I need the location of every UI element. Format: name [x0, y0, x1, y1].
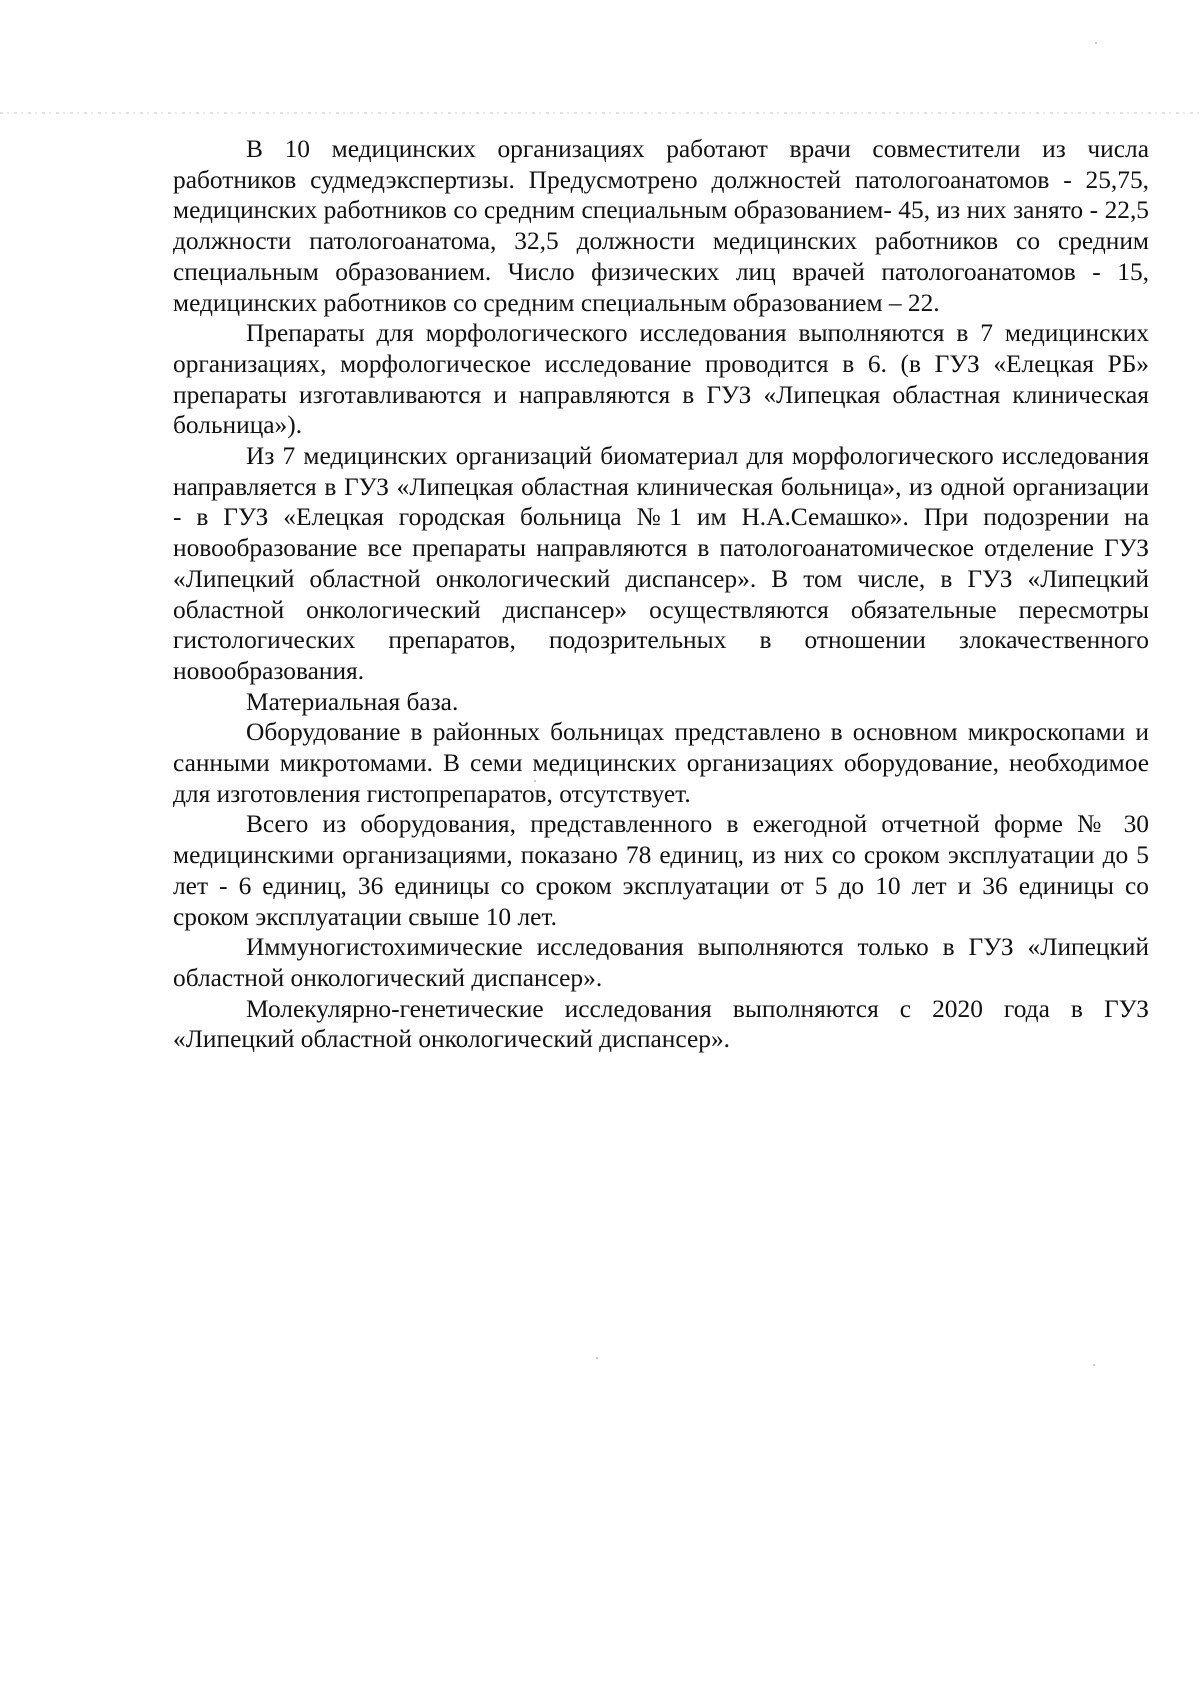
paragraph-molecular-genetics: Молекулярно-генетические исследования выполняются с 2020 года в ГУЗ «Липецкий областной онкологический диспансер».	[173, 994, 1149, 1054]
paragraph-equipment: Оборудование в районных больницах представлено в основном микроскопами и санными микротомами. В семи медицинских организациях оборудование, необходимое для изготовления гистопрепаратов, отсутствует.	[173, 718, 1149, 808]
document-body	[173, 134, 1149, 1055]
paragraph-staff: В 10 медицинских организациях работают врачи совместители из числа работников судмедэкспертизы. Предусмотрено должностей патологоанатомов - 25,75, медицинских работников со средним специальным образованием- 45, из них занято - 22,5 должности патологоанатома, 32,5 должности медицинских работников со средним специальным образованием. Число физических лиц врачей патологоанатомов - 15, медицинских работников со средним специальным образованием – 22.	[173, 135, 1149, 317]
scan-speck	[1095, 42, 1097, 44]
scan-speck	[1093, 1364, 1095, 1366]
scan-artifact-line	[0, 112, 1200, 114]
paragraph-immunohistochemistry: Иммуногистохимические исследования выполняются только в ГУЗ «Липецкий областной онкологический диспансер».	[173, 933, 1149, 992]
scan-speck	[596, 1357, 598, 1359]
paragraph-preparations: Препараты для морфологического исследования выполняются в 7 медицинских организациях, морфологическое исследование проводится в 6. (в ГУЗ «Елецкая РБ» препараты изготавливаются и направляются в ГУЗ «Липецкая областная клиническая больница»).	[173, 319, 1149, 440]
paragraph-biomaterial: Из 7 медицинских организаций биоматериал для морфологического исследования направляется в ГУЗ «Липецкая областная клиническая больница», из одной организации - в ГУЗ «Елецкая городская больница №1 им Н.А.Семашко». При подозрении на новообразование все препараты направляются в патологоанатомическое отделение ГУЗ «Липецкий областной онкологический диспансер». В том числе, в ГУЗ «Липецкий областной онкологический диспансер» осуществляются обязательные пересмотры гистологических препаратов, подозрительных в отношении злокачественного новообразования.	[173, 442, 1149, 685]
paragraph-equipment-total: Всего из оборудования, представленного в ежегодной отчетной форме № 30 медицинскими организациями, показано 78 единиц, из них со сроком эксплуатации до 5 лет - 6 единиц, 36 единицы со сроком эксплуатации от 5 до 10 лет и 36 единицы со сроком эксплуатации свыше 10 лет.	[173, 810, 1149, 931]
paragraph-heading-material-base: Материальная база.	[246, 687, 459, 716]
